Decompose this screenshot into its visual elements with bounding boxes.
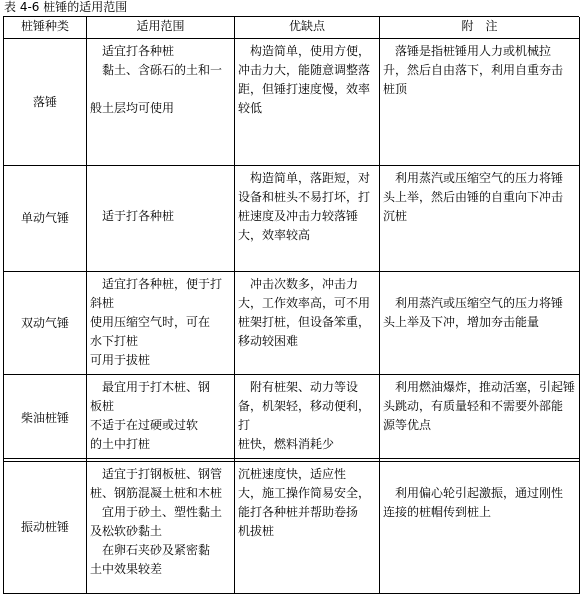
row-separator	[4, 458, 580, 459]
header-type: 桩锤种类	[4, 17, 87, 39]
row-notes: 利用蒸汽或压缩空气的压力将锤 头上举及下冲，增加夯击能量	[380, 272, 580, 375]
header-notes: 附 注	[380, 17, 580, 39]
hammer-table	[3, 16, 579, 594]
row-type: 振动桩锤	[4, 462, 87, 594]
row-scope: 适宜于打钢板桩、钢管 桩、钢筋混凝土桩和木桩 宜用于砂土、塑性黏土 及松软砂黏土 在卵石夹砂及紧密黏 土中效果较差	[87, 462, 235, 594]
header-scope: 适用范围	[87, 17, 235, 39]
row-pros-cons: 构造简单，使用方便， 冲击力大，能随意调整落 距，但锤打速度慢，效率 较低	[235, 39, 380, 166]
row-pros-cons: 附有桩架、动力等设 备，机架轻，移动便利，打 桩快，燃料消耗少	[235, 375, 380, 462]
row-type: 柴油桩锤	[4, 375, 87, 462]
row-notes: 利用蒸汽或压缩空气的压力将锤 头上举，然后由锤的自重向下冲击 沉桩	[380, 166, 580, 272]
table-caption: 表 4-6 桩锤的适用范围	[4, 0, 128, 14]
row-scope: 适宜打各种桩 黏土、含砾石的土和一 般土层均可使用	[87, 39, 235, 166]
row-notes: 利用偏心轮引起激振，通过刚性 连接的桩帽传到桩上	[380, 462, 580, 594]
row-scope: 适宜打各种桩，便于打 斜桩 使用压缩空气时，可在 水下打桩 可用于拔桩	[87, 272, 235, 375]
row-pros-cons: 构造简单，落距短，对 设备和桩头不易打坏，打 桩速度及冲击力较落锤 大，效率较高	[235, 166, 380, 272]
row-notes: 落锤是指桩锤用人力或机械拉 升，然后自由落下，利用自重夯击 桩顶	[380, 39, 580, 166]
row-scope: 最宜用于打木桩、钢 板桩 不适于在过硬或过软 的土中打桩	[87, 375, 235, 462]
row-type: 单动气锤	[4, 166, 87, 272]
row-pros-cons: 沉桩速度快，适应性 大，施工操作简易安全， 能打各种桩并帮助卷扬 机拔桩	[235, 462, 380, 594]
row-type: 双动气锤	[4, 272, 87, 375]
row-pros-cons: 冲击次数多，冲击力 大，工作效率高，可不用 桩架打桩，但设备笨重， 移动较困难	[235, 272, 380, 375]
row-scope: 适于打各种桩	[87, 166, 235, 272]
row-type: 落锤	[4, 39, 87, 166]
row-notes: 利用燃油爆炸，推动活塞，引起锤 头跳动，有质量轻和不需要外部能 源等优点	[380, 375, 580, 462]
header-pros-cons: 优缺点	[235, 17, 380, 39]
